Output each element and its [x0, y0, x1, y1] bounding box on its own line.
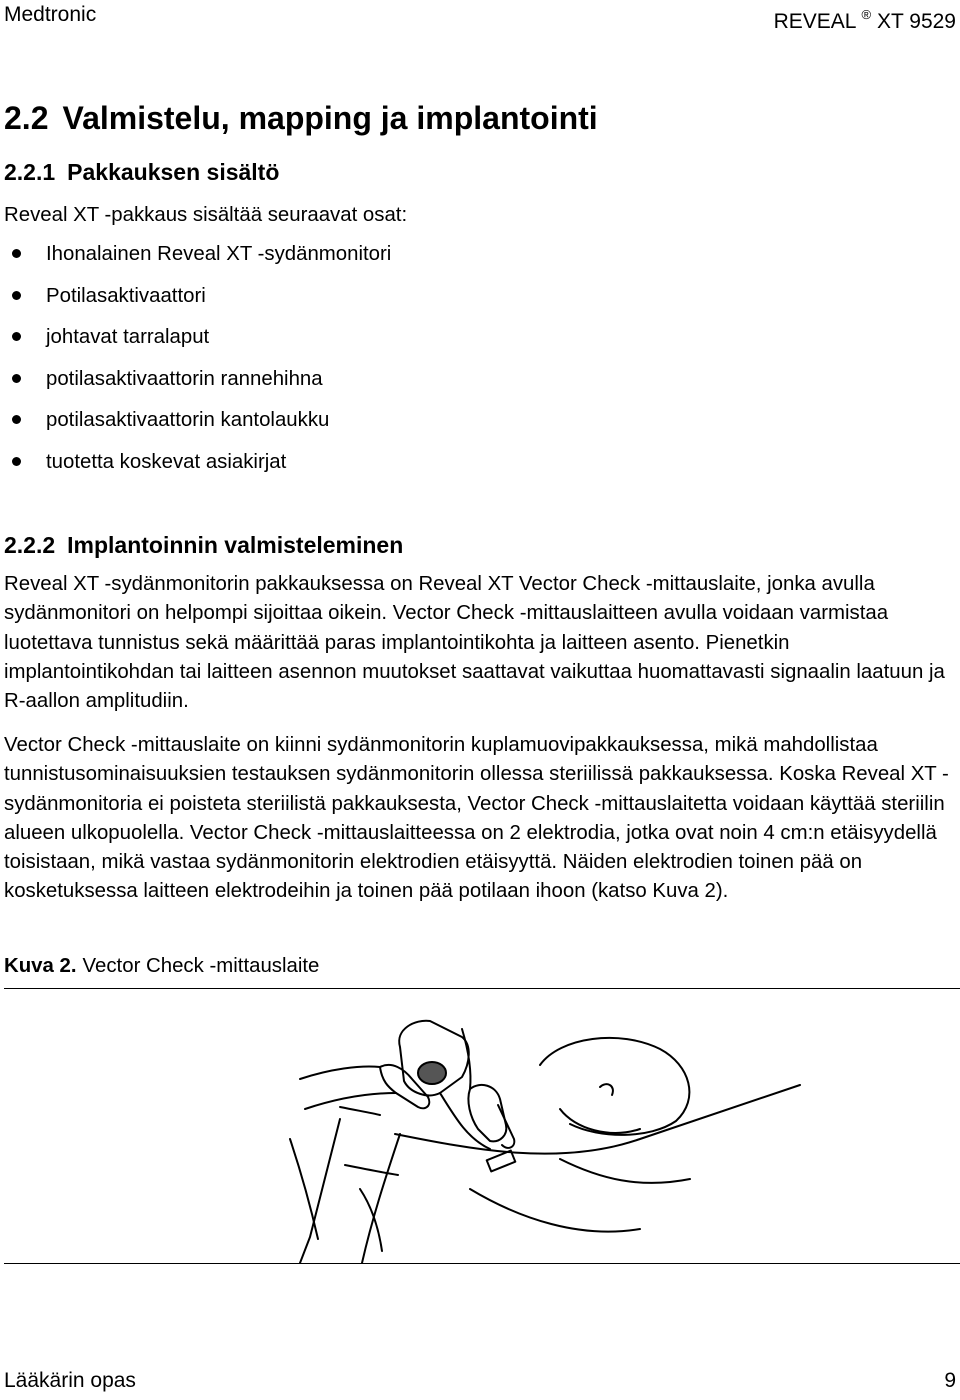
- list-item: [4, 240, 391, 282]
- figure-label: Kuva 2.: [4, 955, 77, 977]
- figure-bottom-rule: [4, 1263, 960, 1264]
- list-item-text: potilasaktivaattorin kantolaukku: [46, 409, 330, 432]
- bed-strap: [340, 1107, 380, 1115]
- patient-ear: [600, 1084, 613, 1095]
- page-number: 9: [944, 1369, 956, 1392]
- list-item-text: johtavat tarralaput: [46, 326, 210, 349]
- patient-torso-outline: [395, 1085, 800, 1154]
- pressing-hand: [468, 1085, 506, 1141]
- list-item-text: Potilasaktivaattori: [46, 284, 206, 307]
- vector-check-probe: [487, 1151, 516, 1172]
- footer-title: Lääkärin opas: [4, 1369, 136, 1392]
- subsection-title: Implantoinnin valmisteleminen: [67, 532, 404, 558]
- monitor-device: [418, 1062, 446, 1084]
- section-title: Valmistelu, mapping ja implantointi: [62, 100, 598, 136]
- preparation-paragraph-1: Reveal XT -sydänmonitorin pakkauksessa on Reveal XT Vector Check -mittauslaite, jonka avulla sydänmonitori on helpompi sijoittaa oikein. Vector Check -mittauslaitteen avulla voidaan varmistaa luotettava tunnistus sekä määrittää paras implantointikohta ja laitteen asento. Pienetkin implantointikohdan tai laitteen asennon muutokset saattavat vaikuttaa huomattavasti signaalin laatuun ja R-aallon amplitudiin.: [4, 573, 945, 713]
- list-item-text: potilasaktivaattorin rannehihna: [46, 367, 323, 390]
- section-number: 2.2: [4, 100, 49, 136]
- gown-fold-2: [560, 1159, 690, 1183]
- holding-arm: [300, 1067, 380, 1080]
- list-item-text: Ihonalainen Reveal XT -sydänmonitori: [46, 243, 392, 265]
- bullet-icon: [12, 291, 21, 300]
- header-product: [774, 2, 956, 35]
- list-item: [4, 406, 391, 448]
- subsection-heading-preparation: [4, 530, 403, 560]
- bullet-icon: [12, 457, 21, 466]
- header-brand: Medtronic: [4, 3, 97, 26]
- registered-mark: ®: [861, 7, 872, 22]
- subsection-title: Pakkauksen sisältö: [67, 159, 280, 185]
- holding-arm-lower: [305, 1093, 396, 1109]
- subsection-number: 2.2.1: [4, 159, 56, 185]
- product-model: XT 9529: [876, 10, 956, 33]
- bullet-icon: [12, 249, 21, 258]
- vector-check-illustration: [0, 989, 960, 1263]
- section-heading: [4, 98, 598, 138]
- figure-caption-text: Vector Check -mittauslaite: [82, 955, 320, 977]
- list-item-text: tuotetta koskevat asiakirjat: [46, 450, 287, 473]
- subsection-number: 2.2.2: [4, 532, 56, 558]
- package-intro: Reveal XT -pakkaus sisältää seuraavat osat:: [4, 204, 408, 226]
- list-item: [4, 365, 391, 407]
- list-item: [4, 323, 391, 365]
- figure-caption: [4, 952, 319, 981]
- product-name: REVEAL: [773, 10, 856, 33]
- list-item: [4, 448, 391, 490]
- patient-head: [540, 1038, 689, 1135]
- list-item: [4, 282, 391, 324]
- bed-edge: [290, 1139, 318, 1239]
- patient-jaw: [560, 1109, 640, 1133]
- vector-check-cable: [440, 1093, 490, 1149]
- bullet-icon: [12, 374, 21, 383]
- gown-fold: [470, 1189, 640, 1232]
- bullet-icon: [12, 415, 21, 424]
- preparation-paragraph-2: Vector Check -mittauslaite on kiinni sydänmonitorin kuplamuovipakkauksessa, mikä mahdollistaa tunnistusominaisuuksien testauksen sydänmonitorin ollessa steriilissä pakkauksessa. Koska Reveal XT -sydänmonitoria ei poisteta steriilistä pakkauksesta, Vector Check -mittauslaitetta voidaan käyttää steriilin alueen ulkopuolella. Vector Check -mittauslaitteessa on 2 elektrodia, jotka ovat noin 4 cm:n etäisyydellä toisistaan, mikä vastaa sydänmonitorin elektrodien etäisyyttä. Näiden elektrodien toinen pää on kosketuksessa laitteen elektrodeihin ja toinen pää potilaan ihoon (katso Kuva 2).: [4, 734, 949, 903]
- subsection-heading-contents: [4, 157, 279, 187]
- bullet-icon: [12, 332, 21, 341]
- package-contents-list: [4, 240, 391, 490]
